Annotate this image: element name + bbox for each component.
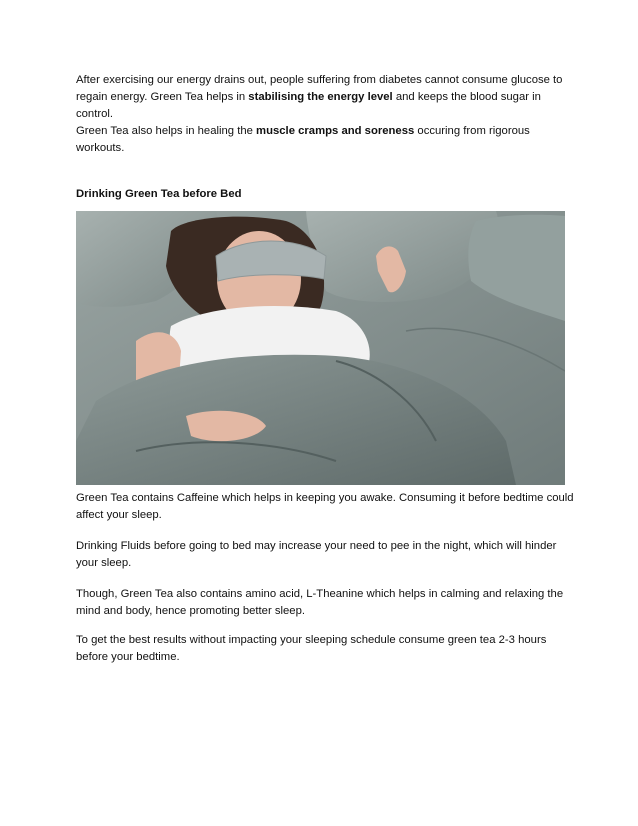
- section-heading: Drinking Green Tea before Bed: [76, 188, 242, 200]
- paragraph-l-theanine: Though, Green Tea also contains amino acid, L-Theanine which helps in calming and relaxing the mind and body, hence promoting better sleep.: [76, 588, 564, 617]
- intro-text: Green Tea also helps in healing the: [76, 125, 257, 137]
- paragraph-best-results: To get the best results without impacting your sleeping schedule consume green tea 2-3 hours before your bedtime.: [76, 634, 547, 663]
- intro-text: After exercising our energy drains out, people suffering from diabetes cannot consume glucose to regain energy. Green Tea helps in: [76, 74, 563, 103]
- sleeping-woman-photo: [76, 211, 565, 485]
- intro-paragraphs: [76, 72, 576, 157]
- intro-bold-text: stabilising the energy level: [248, 91, 393, 103]
- sleep-mask: [216, 241, 326, 281]
- intro-paragraph-muscle: [76, 123, 576, 157]
- intro-text: occuring from rigorous workouts.: [76, 125, 530, 154]
- photo-illustration: [76, 211, 565, 485]
- intro-paragraph-energy: [76, 72, 576, 123]
- intro-bold-text: muscle cramps and soreness: [256, 125, 415, 137]
- intro-text: and keeps the blood sugar in control.: [76, 91, 541, 120]
- paragraph-fluids: Drinking Fluids before going to bed may increase your need to pee in the night, which will hinder your sleep.: [76, 540, 557, 569]
- paragraph-caffeine: Green Tea contains Caffeine which helps in keeping you awake. Consuming it before bedtime could affect your sleep.: [76, 492, 574, 521]
